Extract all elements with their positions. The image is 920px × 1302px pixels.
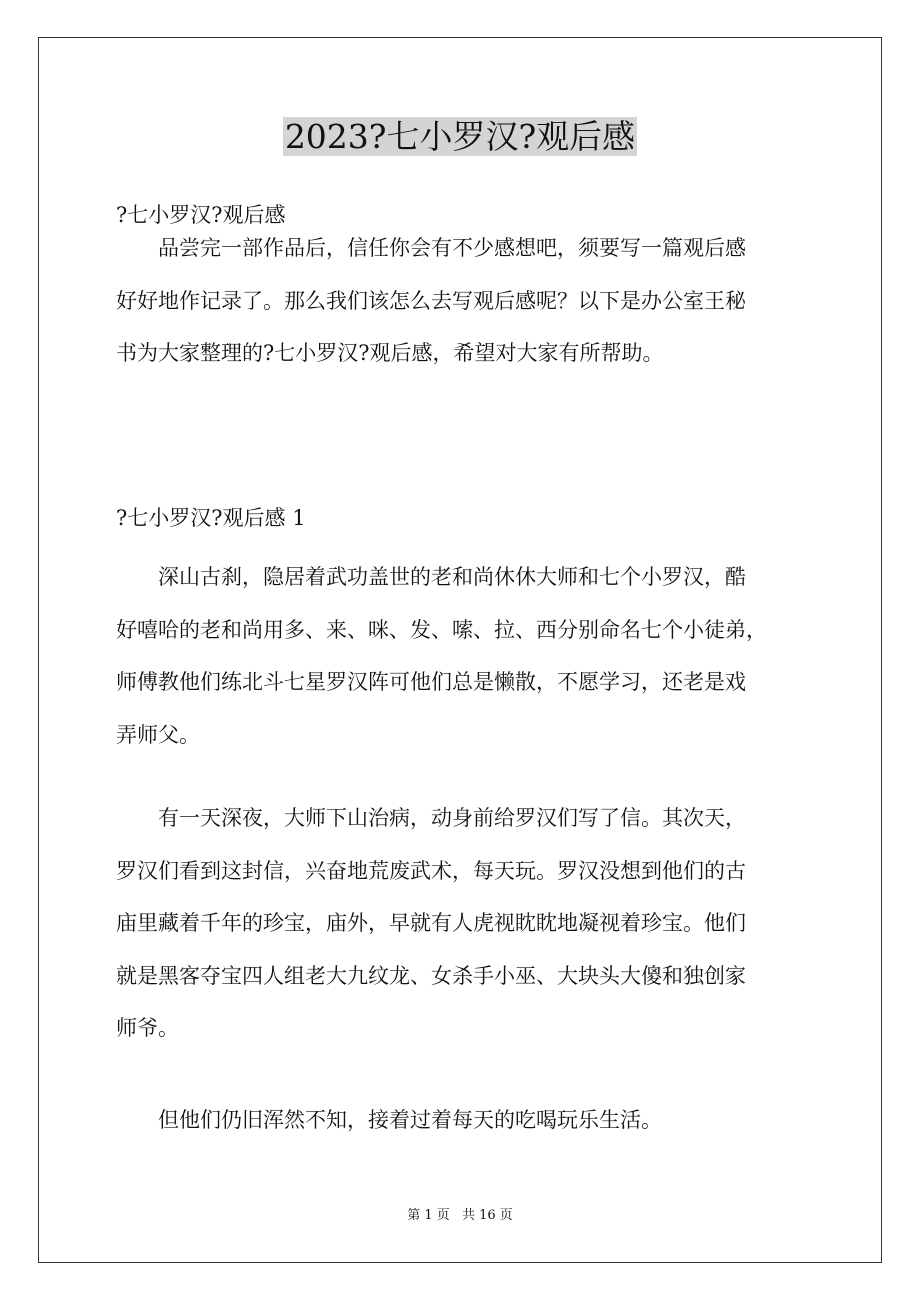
page-number: 第 1 页	[407, 1208, 450, 1223]
text-line: 有一天深夜，大师下山治病，动身前给罗汉们写了信。其次天，	[158, 806, 746, 830]
text-line: 就是黑客夺宝四人组老大九纹龙、女杀手小巫、大块头大傻和独创家	[116, 963, 746, 988]
text-line: 罗汉们看到这封信，兴奋地荒废武术，每天玩。罗汉没想到他们的古	[116, 858, 746, 883]
text-line: 弄师父。	[116, 722, 200, 747]
text-line: 深山古刹，隐居着武功盖世的老和尚休休大师和七个小罗汉，酷	[158, 565, 746, 589]
text-line: 师傅教他们练北斗七星罗汉阵可他们总是懒散，不愿学习，还老是戏	[116, 670, 746, 694]
text-line: 好好地作记录了。那么我们该怎么去写观后感呢？以下是办公室王秘	[116, 288, 746, 313]
text-line: 好嘻哈的老和尚用多、来、咪、发、嗦、拉、西分别命名七个小徒弟，	[116, 617, 767, 642]
text-line: 书为大家整理的?七小罗汉?观后感，希望对大家有所帮助。	[116, 341, 664, 365]
paragraph-1	[116, 551, 816, 761]
text-line: 品尝完一部作品后，信任你会有不少感想吧，须要写一篇观后感	[158, 236, 746, 260]
page-total: 共 16 页	[461, 1208, 513, 1223]
document-title: 2023?七小罗汉?观后感	[284, 117, 636, 156]
section-heading: ?七小罗汉?观后感 1	[116, 506, 306, 530]
paragraph-2	[116, 792, 816, 1055]
text-line: 师爷。	[116, 1016, 179, 1040]
document-subtitle: ?七小罗汉?观后感	[116, 203, 286, 227]
text-line: 但他们仍旧浑然不知，接着过着每天的吃喝玩乐生活。	[158, 1108, 662, 1132]
intro-paragraph	[116, 222, 816, 380]
page-footer	[0, 1206, 920, 1226]
paragraph-3	[116, 1094, 816, 1147]
text-line: 庙里藏着千年的珍宝，庙外，早就有人虎视眈眈地凝视着珍宝。他们	[116, 911, 746, 935]
